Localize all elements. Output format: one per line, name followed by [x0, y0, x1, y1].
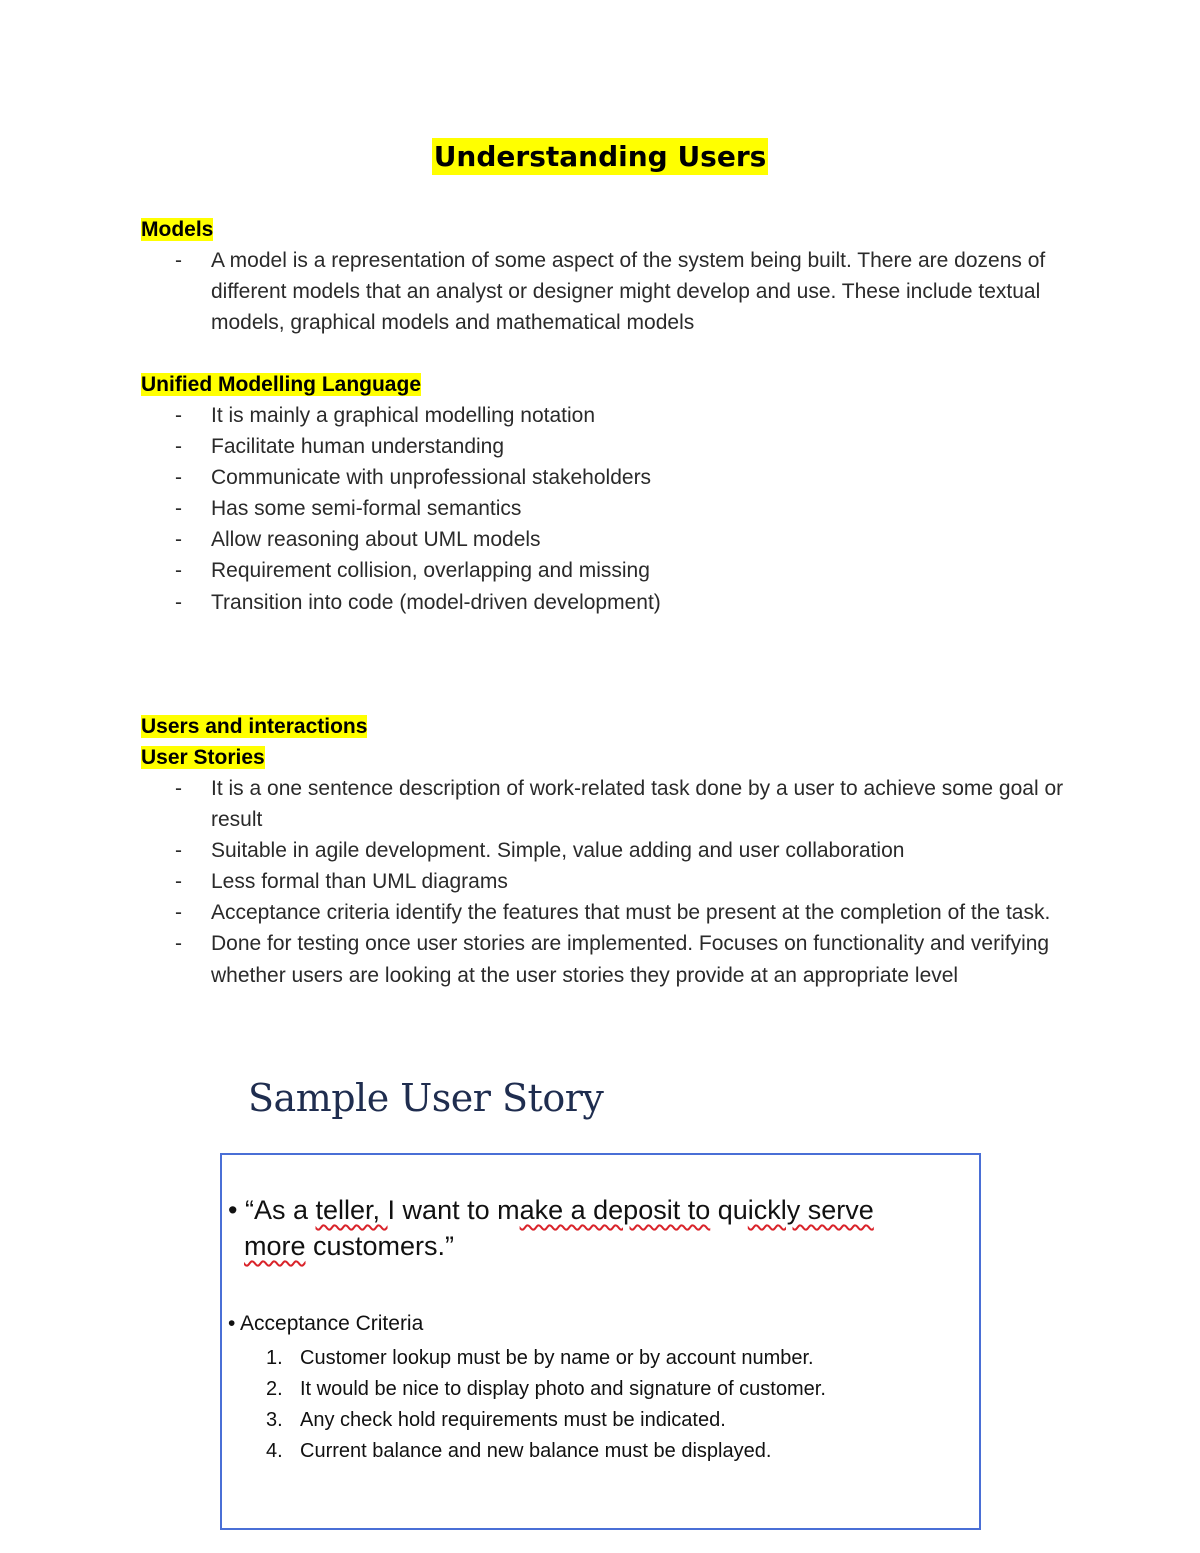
user-stories-heading-text: User Stories [141, 746, 265, 769]
criteria-item [266, 1436, 826, 1467]
list-item-text: Has some semi-formal semantics [211, 497, 522, 521]
spellcheck-word: more [244, 1231, 306, 1261]
dash-bullet: - [175, 466, 182, 490]
quote-part: qu [710, 1195, 748, 1225]
dash-bullet: - [175, 497, 182, 521]
users-heading-text: Users and interactions [141, 715, 368, 738]
list-item [0, 587, 1200, 618]
criteria-text: It would be nice to display photo and signature of customer. [300, 1378, 826, 1400]
user-stories-heading [141, 742, 265, 773]
list-item-text: Suitable in agile development. Simple, value adding and user collaboration [211, 839, 905, 863]
list-item-text: Communicate with unprofessional stakeholders [211, 466, 652, 490]
list-item-text: Allow reasoning about UML models [211, 528, 541, 552]
models-heading-text: Models [141, 218, 214, 241]
dash-bullet: - [175, 901, 182, 925]
quote-part: “As a [244, 1195, 316, 1225]
uml-list [0, 400, 1200, 618]
dash-bullet: - [175, 559, 182, 583]
list-item-text: Facilitate human understanding [211, 435, 505, 459]
list-item [0, 431, 1200, 462]
dash-bullet: - [175, 435, 182, 459]
quote-part: customers.” [305, 1231, 455, 1261]
criteria-text: Any check hold requirements must be indicated. [300, 1409, 726, 1431]
uml-heading [141, 369, 421, 400]
criteria-item [266, 1343, 826, 1374]
criteria-text: Customer lookup must be by name or by account number. [300, 1347, 814, 1369]
quote-bullet: • [228, 1195, 238, 1225]
spellcheck-word: teller, [315, 1195, 388, 1225]
list-item [0, 555, 1200, 586]
user-story-figure [220, 1153, 981, 1530]
page-title [0, 140, 1200, 173]
criteria-number: 3. [266, 1409, 283, 1431]
dash-bullet: - [175, 839, 182, 863]
figure-title: Sample User Story [248, 1076, 604, 1120]
page-title-text: Understanding Users [433, 140, 767, 173]
dash-bullet: - [175, 528, 182, 552]
criteria-item [266, 1405, 826, 1436]
uml-heading-text: Unified Modelling Language [141, 373, 421, 396]
list-item-text: A model is a representation of some aspect of the system being built. There are dozens of different models that an analyst or designer might develop and use. These include textual models, graphical models and mathematical models [211, 249, 1046, 335]
acceptance-criteria-list [266, 1343, 826, 1467]
list-item-text: Acceptance criteria identify the features that must be present at the completion of the task. [211, 901, 1051, 925]
list-item [0, 897, 1200, 928]
models-list [0, 245, 1200, 338]
acceptance-criteria-heading: • Acceptance Criteria [228, 1312, 424, 1335]
list-item-text: It is a one sentence description of work-related task done by a user to achieve some goal or result [211, 777, 1064, 832]
models-heading [141, 214, 213, 245]
list-item-text: Transition into code (model-driven development) [211, 590, 661, 614]
list-item [0, 462, 1200, 493]
dash-bullet: - [175, 590, 182, 614]
quote-line-1 [228, 1195, 874, 1226]
list-item-text: Less formal than UML diagrams [211, 870, 508, 894]
spellcheck-word: ickly serve [747, 1195, 874, 1225]
list-item-text: Requirement collision, overlapping and missing [211, 559, 650, 583]
user-stories-list [0, 773, 1200, 991]
list-item [0, 245, 1200, 338]
list-item [0, 773, 1200, 835]
list-item [0, 493, 1200, 524]
criteria-text: Current balance and new balance must be displayed. [300, 1440, 772, 1462]
quote-part: I want to m [387, 1195, 520, 1225]
dash-bullet: - [175, 870, 182, 894]
quote-line-2 [244, 1231, 454, 1262]
criteria-number: 1. [266, 1347, 283, 1369]
criteria-number: 2. [266, 1378, 283, 1400]
criteria-number: 4. [266, 1440, 283, 1462]
list-item [0, 928, 1200, 990]
list-item-text: Done for testing once user stories are implemented. Focuses on functionality and verifying whether users are looking at the user stories they provide at an appropriate level [211, 932, 1050, 987]
criteria-item [266, 1374, 826, 1405]
list-item [0, 866, 1200, 897]
dash-bullet: - [175, 404, 182, 427]
list-item [0, 835, 1200, 866]
list-item [0, 524, 1200, 555]
list-item [0, 400, 1200, 431]
users-heading [141, 711, 367, 742]
dash-bullet: - [175, 777, 182, 800]
dash-bullet: - [175, 932, 182, 956]
dash-bullet: - [175, 249, 182, 272]
spellcheck-word: ake a deposit to [519, 1195, 711, 1225]
list-item-text: It is mainly a graphical modelling notation [211, 404, 596, 427]
